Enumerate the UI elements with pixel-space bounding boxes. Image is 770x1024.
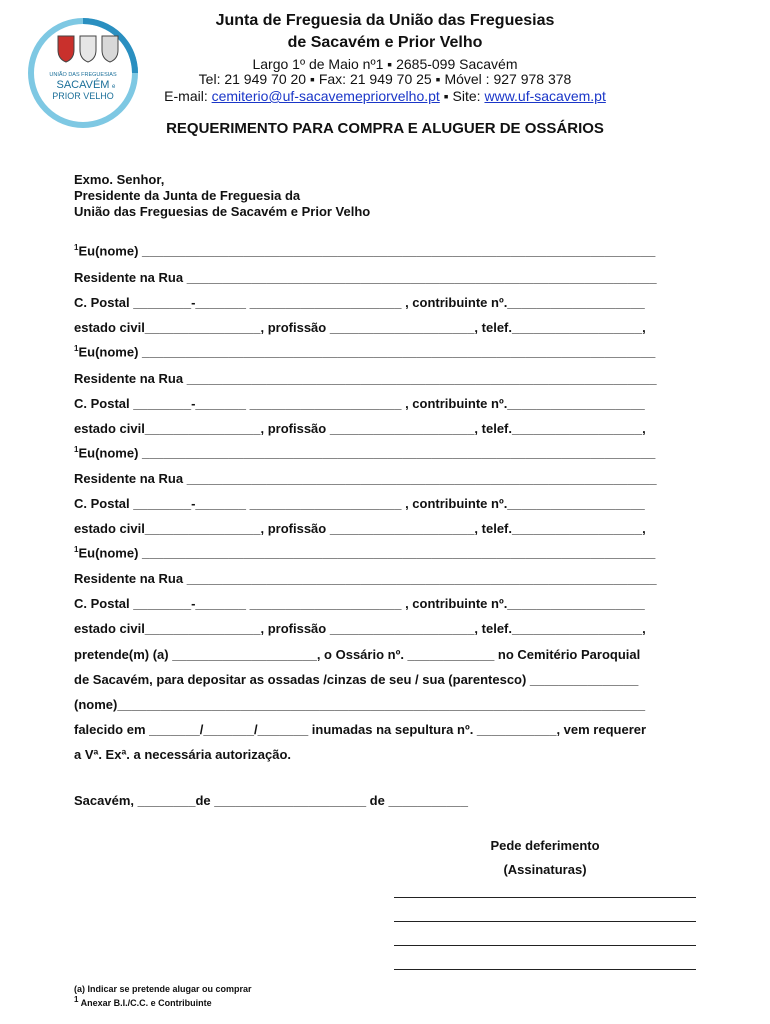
name-field[interactable]: $^1$Eu(nome) _______________________________________________________________________	[74, 545, 656, 561]
name-field[interactable]: $^1$Eu(nome) _______________________________________________________________________	[74, 344, 656, 360]
request-line[interactable]: (nome)_________________________________________________________________________	[74, 697, 646, 712]
civil-status-field[interactable]: estado civil________________, profissão ____________________, telef.__________________,	[74, 421, 646, 436]
signature-line[interactable]	[394, 969, 696, 970]
request-line[interactable]: pretende(m) (a) ____________________, o Ossário nº. ____________ no Cemitério Paroquial	[74, 647, 641, 662]
signatures-label: (Assinaturas)	[503, 862, 587, 877]
request-deferment: Pede deferimento	[490, 838, 600, 853]
header-line-2: de Sacavém e Prior Velho	[287, 34, 483, 51]
civil-status-field[interactable]: estado civil________________, profissão ____________________, telef.__________________,	[74, 521, 646, 536]
header-line-1: Junta de Freguesia da União das Freguesias	[215, 12, 555, 29]
signature-line[interactable]	[394, 897, 696, 898]
signature-line[interactable]	[394, 921, 696, 922]
site-link[interactable]: www.uf-sacavem.pt	[484, 88, 606, 104]
svg-text:UNIÃO DAS FREGUESIAS: UNIÃO DAS FREGUESIAS	[49, 72, 117, 78]
street-field[interactable]: Residente na Rua _________________________________________________________________	[74, 471, 657, 486]
footnote-ref: 1	[74, 344, 79, 353]
postal-field[interactable]: C. Postal ________-_______ _____________________ , contribuinte nº.___________________	[74, 396, 645, 411]
email-label: E-mail:	[164, 88, 212, 104]
street-field[interactable]: Residente na Rua _________________________________________________________________	[74, 371, 657, 386]
header-phones: Tel: 21 949 70 20 ▪ Fax: 21 949 70 25 ▪ Móvel : 927 978 378	[198, 71, 572, 87]
header-address: Largo 1º de Maio nº1 ▪ 2685-099 Sacavém	[252, 56, 518, 72]
request-line: a Vª. Exª. a necessária autorização.	[74, 747, 292, 762]
footnote-ref: 1	[74, 243, 79, 252]
postal-field[interactable]: C. Postal ________-_______ _____________________ , contribuinte nº.___________________	[74, 295, 645, 310]
coat-of-arms-icon	[58, 36, 118, 62]
site-label: ▪ Site:	[439, 88, 485, 104]
civil-status-field[interactable]: estado civil________________, profissão ____________________, telef.__________________,	[74, 621, 646, 636]
salutation-line: Exmo. Senhor,	[74, 172, 165, 187]
footnote-ref: 1	[74, 545, 79, 554]
svg-text:SACAVÉM: SACAVÉM	[56, 79, 110, 91]
header-contacts	[120, 88, 650, 104]
signature-line[interactable]	[394, 945, 696, 946]
postal-field[interactable]: C. Postal ________-_______ _____________________ , contribuinte nº.___________________	[74, 596, 645, 611]
footnote-a: (a) Indicar se pretende alugar ou comprar	[74, 984, 252, 994]
name-field[interactable]: $^1$Eu(nome) _______________________________________________________________________	[74, 445, 656, 461]
salutation-line: Presidente da Junta de Freguesia da	[74, 188, 301, 203]
date-line[interactable]: Sacavém, ________de _____________________ de ___________	[74, 793, 468, 808]
form-title: REQUERIMENTO PARA COMPRA E ALUGUER DE OSSÁRIOS	[166, 120, 604, 137]
svg-text:e: e	[112, 84, 116, 90]
svg-text:PRIOR VELHO: PRIOR VELHO	[52, 91, 114, 101]
name-field[interactable]: $^1$Eu(nome) _______________________________________________________________________	[74, 243, 656, 259]
postal-field[interactable]: C. Postal ________-_______ _____________________ , contribuinte nº.___________________	[74, 496, 645, 511]
request-line[interactable]: de Sacavém, para depositar as ossadas /cinzas de seu / sua (parentesco) _______________	[74, 672, 639, 687]
email-link[interactable]: cemiterio@uf-sacavemepriorvelho.pt	[211, 88, 440, 104]
salutation-line: União das Freguesias de Sacavém e Prior Velho	[74, 204, 371, 219]
street-field[interactable]: Residente na Rua _________________________________________________________________	[74, 571, 657, 586]
civil-status-field[interactable]: estado civil________________, profissão ____________________, telef.__________________,	[74, 320, 646, 335]
street-field[interactable]: Residente na Rua _________________________________________________________________	[74, 270, 657, 285]
request-line[interactable]: falecido em _______/_______/_______ inumadas na sepultura nº. ___________, vem requerer	[74, 722, 647, 737]
footnote-1: $^1$ Anexar B.I./C.C. e Contribuinte	[74, 995, 212, 1008]
footnote-ref: 1	[74, 445, 79, 454]
